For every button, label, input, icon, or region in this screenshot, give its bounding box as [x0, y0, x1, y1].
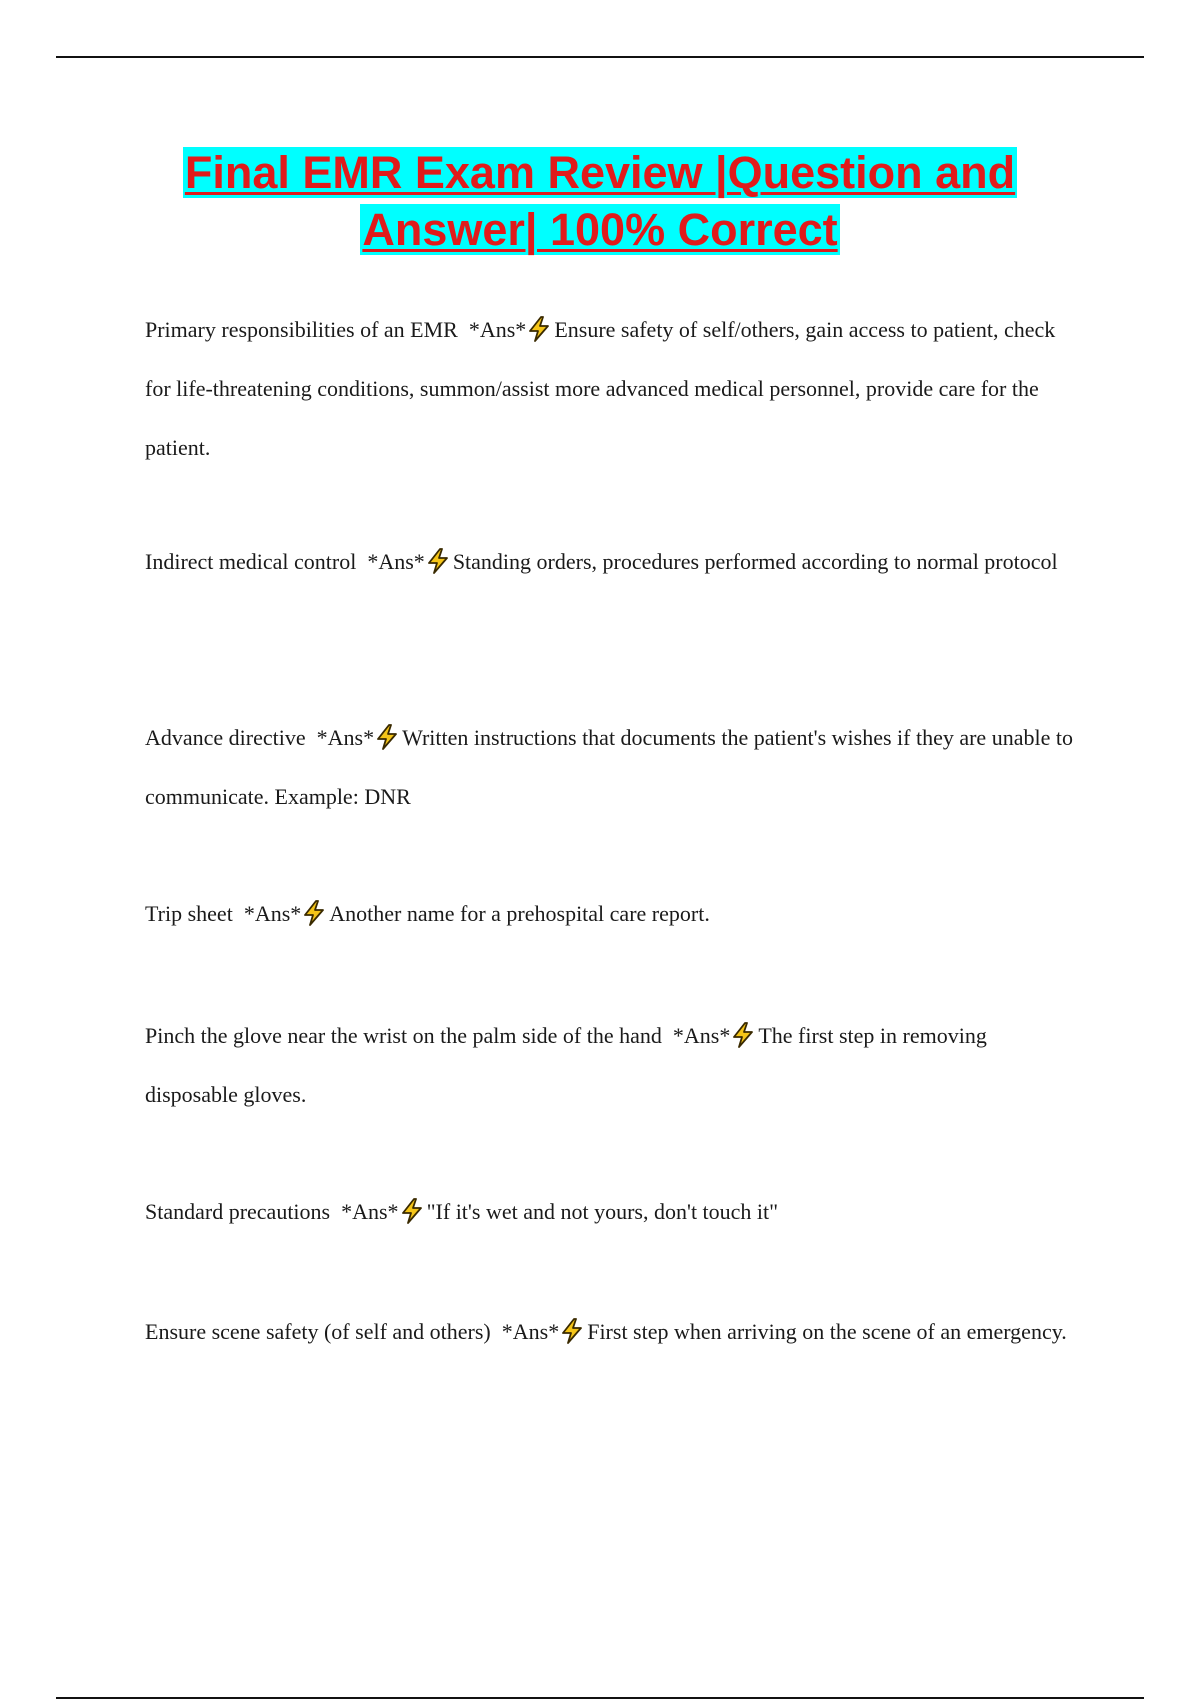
- document-title: Final EMR Exam Review |Question and Answer| 100% Correct: [184, 147, 1016, 255]
- qa-item: [145, 1302, 1085, 1361]
- qa-term: Standard precautions: [145, 1199, 331, 1224]
- lightning-bolt-icon: [400, 1198, 424, 1224]
- qa-item: [145, 1182, 1085, 1241]
- footer-rule: [56, 1697, 1144, 1699]
- qa-term: Ensure scene safety (of self and others): [145, 1319, 491, 1344]
- lightning-bolt-icon: [560, 1318, 584, 1344]
- answer-marker: *Ans*: [501, 1319, 560, 1344]
- answer-marker: *Ans*: [468, 317, 527, 342]
- qa-item: [145, 300, 1085, 477]
- answer-marker: *Ans*: [341, 1199, 399, 1224]
- qa-term: Indirect medical control: [145, 549, 357, 574]
- qa-term: Pinch the glove near the wrist on the palm side of the hand: [145, 1023, 662, 1048]
- answer-marker: *Ans*: [243, 901, 302, 926]
- answer-marker: *Ans*: [367, 549, 425, 574]
- qa-answer: First step when arriving on the scene of an emergency.: [587, 1319, 1067, 1344]
- qa-answer: Ensure safety of self/others, gain access to patient, check for life-threatening conditions, summon/assist more advanced medical personnel, provide care for the patient.: [145, 317, 1056, 460]
- qa-answer: "If it's wet and not yours, don't touch it": [426, 1199, 779, 1224]
- qa-term: Advance directive: [145, 725, 306, 750]
- lightning-bolt-icon: [527, 316, 551, 342]
- answer-marker: *Ans*: [672, 1023, 731, 1048]
- title-block: [100, 144, 1100, 258]
- qa-answer: The first step in removing disposable gloves.: [145, 1023, 987, 1107]
- lightning-bolt-icon: [731, 1022, 755, 1048]
- answer-marker: *Ans*: [316, 725, 375, 750]
- qa-item: [145, 708, 1085, 826]
- qa-item: [145, 884, 1085, 943]
- qa-answer: Written instructions that documents the patient's wishes if they are unable to communicate. Example: DNR: [145, 725, 1073, 809]
- lightning-bolt-icon: [375, 724, 399, 750]
- qa-answer: Standing orders, procedures performed according to normal protocol: [452, 549, 1058, 574]
- qa-item: [145, 1006, 1085, 1124]
- lightning-bolt-icon: [426, 548, 450, 574]
- lightning-bolt-icon: [302, 900, 326, 926]
- qa-term: Trip sheet: [145, 901, 233, 926]
- qa-item: [145, 532, 1085, 591]
- qa-answer: Another name for a prehospital care report.: [329, 901, 710, 926]
- header-rule: [56, 56, 1144, 58]
- qa-term: Primary responsibilities of an EMR: [145, 317, 458, 342]
